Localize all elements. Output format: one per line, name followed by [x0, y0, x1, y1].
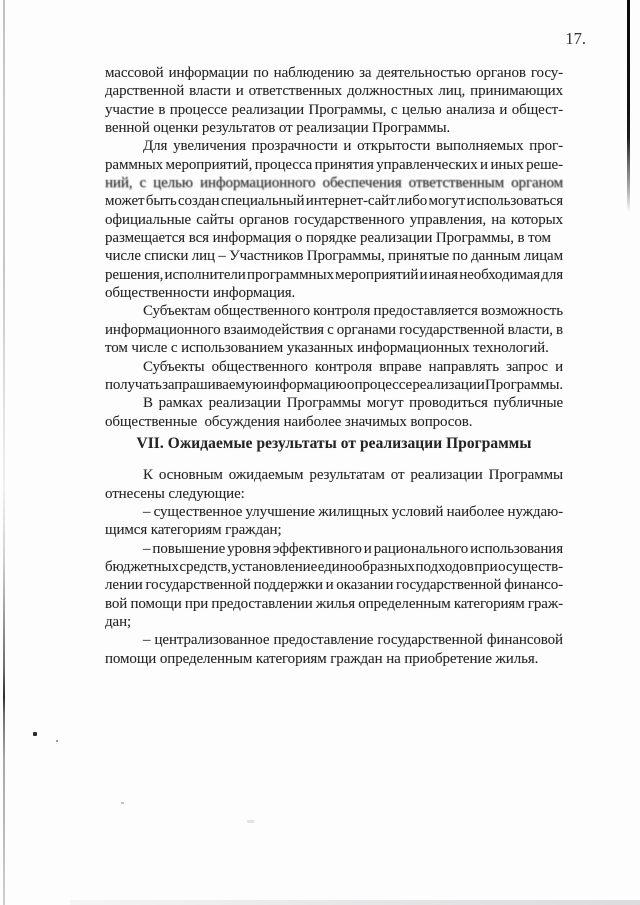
- paragraph: [105, 394, 563, 431]
- text-line: числе списки лиц – Участников Программы, принятые по данным лицам: [105, 248, 563, 265]
- text-line: информационного взаимодействия с органами государственной власти, в: [105, 321, 563, 338]
- paragraph: [105, 466, 563, 503]
- text-line: дарственной власти и ответственных должностных лиц, принимающих: [105, 83, 563, 100]
- text-line: – повышение уровня эффективного и рационального использования: [143, 540, 563, 557]
- ink-speck: [121, 802, 124, 804]
- text-line: отнесены следующие:: [105, 485, 245, 502]
- page-number: 17.: [565, 29, 586, 48]
- text-line: может быть создан специальный интернет-сайт либо могут использоваться: [105, 193, 563, 210]
- document-body: [105, 64, 563, 668]
- paragraph: [105, 137, 563, 302]
- paragraph: [105, 631, 563, 668]
- text-line: общественные обсуждения наиболее значимых вопросов.: [105, 413, 473, 430]
- text-line: получать запрашиваемую информацию о процессе реализации Программы.: [105, 376, 563, 393]
- text-line: Для увеличения прозрачности и открытости выполняемых прог-: [143, 138, 563, 155]
- text-line: раммных мероприятий, процесса принятия управленческих и иных реше-: [105, 156, 563, 173]
- text-line: – централизованное предоставление государственной финансовой: [143, 632, 563, 649]
- text-line: щимся категориям граждан;: [105, 522, 282, 539]
- text-line: официальные сайты органов государственного управления, на которых: [105, 211, 563, 228]
- text-line: массовой информации по наблюдению за деятельностью органов госу-: [105, 65, 563, 81]
- bottom-scan-band-artifact: [70, 900, 640, 905]
- scan-edge-left-artifact: [3, 0, 5, 905]
- paragraph: [105, 540, 563, 632]
- text-line: том числе с использованием указанных информационных технологий.: [105, 340, 549, 357]
- paragraph: [105, 64, 563, 137]
- text-line: К основным ожидаемым результатам от реализации Программы: [143, 467, 563, 484]
- paragraph: [105, 302, 563, 357]
- text-line: бюджетных средств, установление единообразных подходов при осуществ-: [105, 558, 563, 575]
- text-line: решения, исполнители программных мероприятий и иная необходимая для: [105, 266, 563, 283]
- scan-edge-right-artifact: [627, 0, 630, 212]
- paragraph: [105, 503, 563, 540]
- text-line: помощи определенным категориям граждан на приобретение жилья.: [105, 650, 539, 667]
- paragraph: [105, 358, 563, 395]
- ink-speck: [56, 740, 58, 742]
- text-line: вой помощи при предоставлении жилья определенным категориям граж-: [105, 595, 563, 612]
- text-line: ний, с целью информационного обеспечения ответственным органом: [105, 175, 563, 192]
- ink-speck: [247, 820, 254, 823]
- text-line: венной оценки результатов от реализации Программы.: [105, 120, 451, 137]
- text-line: В рамках реализации Программы могут проводиться публичные: [143, 395, 563, 412]
- text-line: Субъектам общественного контроля предоставляется возможность: [143, 303, 563, 320]
- text-line: размещается вся информация о порядке реализации Программы, в том: [105, 230, 551, 247]
- text-line: Субъекты общественного контроля вправе направлять запрос и: [143, 358, 563, 375]
- ink-speck: [33, 732, 37, 736]
- section-heading: VII. Ожидаемые результаты от реализации Программы: [136, 434, 532, 452]
- text-line: участие в процессе реализации Программы, с целью анализа и общест-: [105, 101, 563, 118]
- text-line: лении государственной поддержки и оказании государственной финансо-: [105, 577, 563, 594]
- text-line: общественности информация.: [105, 285, 296, 302]
- text-line: – существенное улучшение жилищных условий наиболее нуждаю-: [143, 503, 563, 520]
- text-line: дан;: [105, 613, 132, 630]
